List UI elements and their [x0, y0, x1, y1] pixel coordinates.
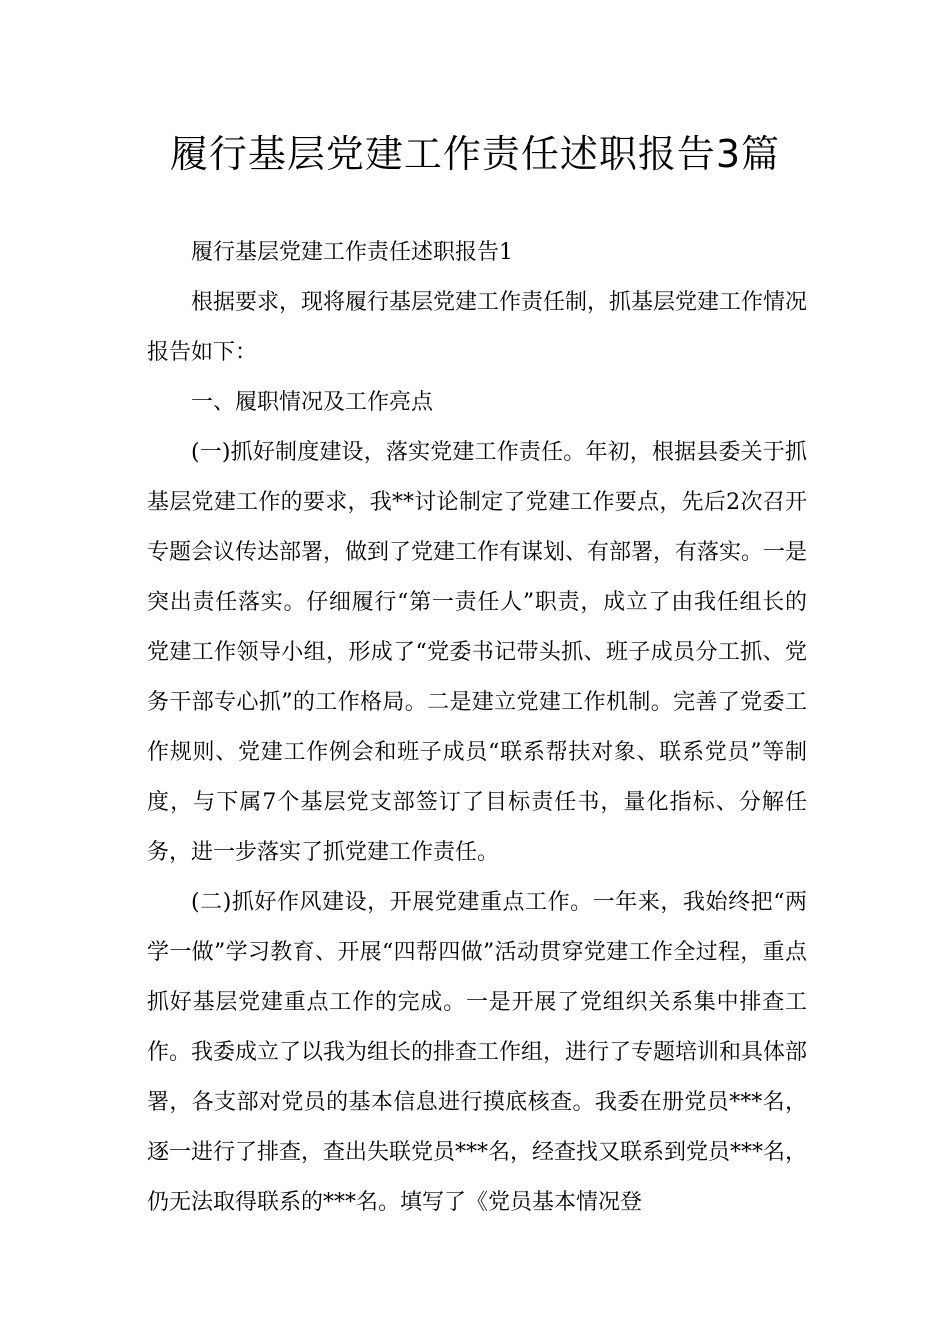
document-title: 履行基层党建工作责任述职报告3篇 [169, 132, 781, 176]
body-paragraph: (一)抓好制度建设，落实党建工作责任。年初，根据县委关于抓基层党建工作的要求，我**讨论制定了党建工作要点，先后2次召开专题会议传达部署，做到了党建工作有谋划、有部署，有落实。一是突出责任落实。仔细履行“第一责任人”职责，成立了由我任组长的党建工作领导小组，形成了“党委书记带头抓、班子成员分工抓、党务干部专心抓”的工作格局。二是建立党建工作机制。完善了党委工作规则、党建工作例会和班子成员“联系帮扶对象、联系党员”等制度，与下属7个基层党支部签订了目标责任书，量化指标、分解任务，进一步落实了抓党建工作责任。 [147, 440, 808, 865]
intro-paragraph: 根据要求，现将履行基层党建工作责任制，抓基层党建工作情况报告如下： [147, 290, 808, 365]
document-body [147, 228, 807, 1228]
section-heading: 一、履职情况及工作亮点 [191, 390, 434, 415]
report-subtitle: 履行基层党建工作责任述职报告1 [191, 240, 513, 265]
body-paragraph: (二)抓好作风建设，开展党建重点工作。一年来，我始终把“两学一做”学习教育、开展“四帮四做”活动贯穿党建工作全过程，重点抓好基层党建重点工作的完成。一是开展了党组织关系集中排查工作。我委成立了以我为组长的排查工作组，进行了专题培训和具体部署，各支部对党员的基本信息进行摸底核查。我委在册党员***名，逐一进行了排查，查出失联党员***名，经查找又联系到党员***名，仍无法取得联系的***名。填写了《党员基本情况登 [147, 890, 808, 1215]
